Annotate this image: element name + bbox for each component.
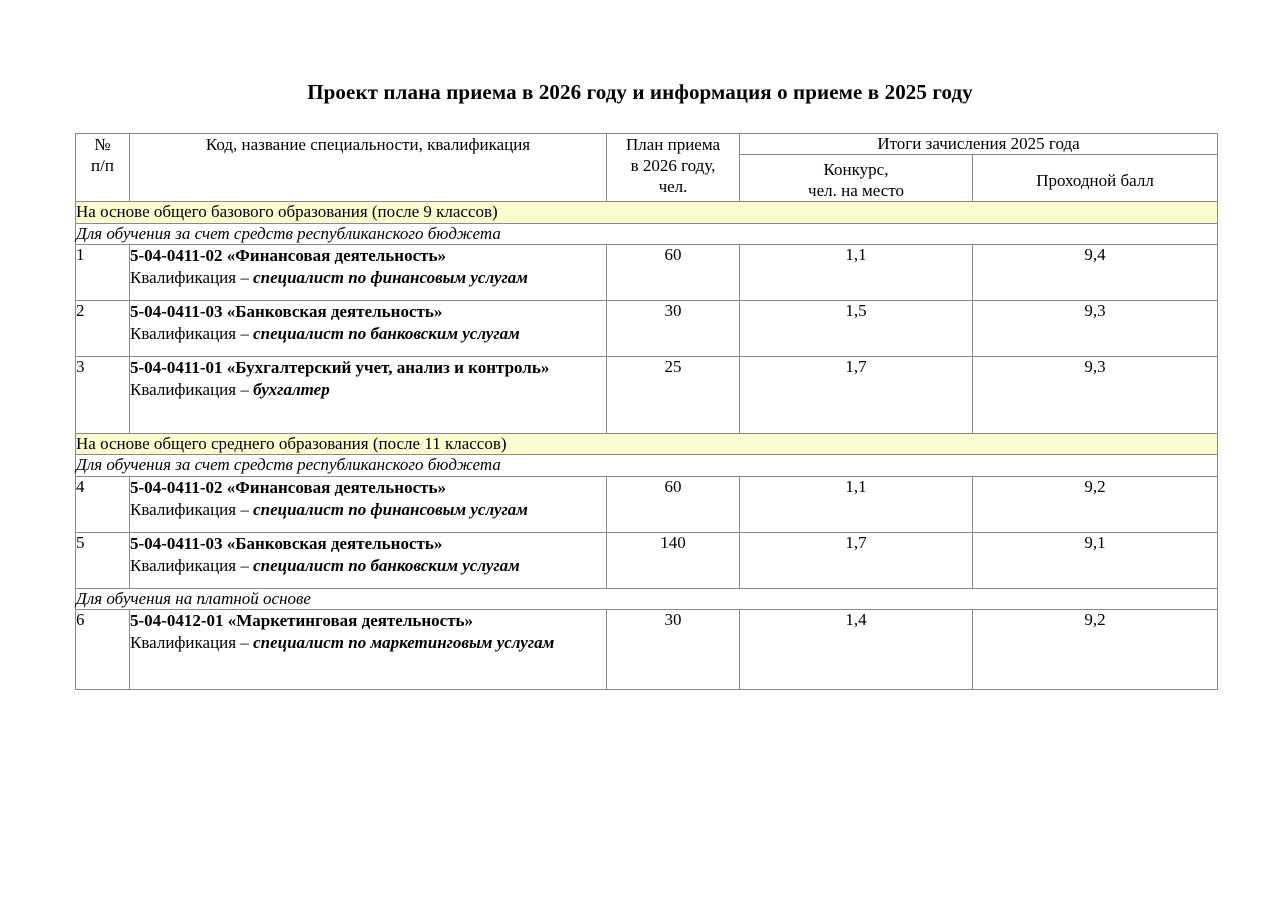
qualification-label: Квалификация –	[130, 633, 254, 653]
specialty-code-label: 5-04-0411-02 «Финансовая деятельность»	[130, 477, 446, 497]
admission-plan-value: 25	[664, 356, 682, 376]
row-number-label: 1	[76, 244, 85, 264]
admission-plan-cell	[607, 244, 740, 300]
section-heading-label: На основе общего среднего образования (после 11 классов)	[76, 433, 507, 453]
table-row	[76, 476, 1218, 532]
passing-score-cell	[973, 532, 1218, 588]
row-number-cell	[76, 532, 130, 588]
competition-cell	[740, 610, 973, 690]
passing-score-value: 9,3	[1084, 356, 1106, 376]
specialty-cell	[130, 244, 607, 300]
specialty-cell	[130, 610, 607, 690]
section-subheading-label: Для обучения за счет средств республиканского бюджета	[76, 455, 501, 475]
table-header	[76, 134, 1218, 202]
column-header-passing-score	[973, 155, 1218, 202]
competition-cell	[740, 476, 973, 532]
admission-plan-table-wrap	[75, 133, 1217, 690]
qualification-line	[130, 323, 606, 345]
qualification-label: Квалификация –	[130, 268, 254, 288]
competition-cell	[740, 244, 973, 300]
specialty-cell	[130, 476, 607, 532]
admission-plan-cell	[607, 610, 740, 690]
column-header-results-group	[740, 134, 1218, 155]
table-row	[76, 532, 1218, 588]
table-row	[76, 244, 1218, 300]
column-header-admission-plan-line3: чел.	[658, 177, 688, 197]
column-header-results-group-label: Итоги зачисления 2025 года	[877, 134, 1080, 153]
section-heading-cell	[76, 433, 1218, 454]
row-number-cell	[76, 300, 130, 356]
passing-score-cell	[973, 356, 1218, 433]
admission-plan-cell	[607, 476, 740, 532]
qualification-line	[130, 379, 606, 401]
qualification-line	[130, 555, 606, 577]
row-number-label: 4	[76, 476, 85, 496]
specialty-cell	[130, 300, 607, 356]
column-header-row-number	[76, 134, 130, 202]
qualification-line	[130, 499, 606, 521]
admission-plan-value: 30	[664, 610, 682, 630]
qualification-value: специалист по финансовым услугам	[253, 268, 528, 288]
specialty-code-label: 5-04-0411-01 «Бухгалтерский учет, анализ и контроль»	[130, 357, 550, 377]
qualification-label: Квалификация –	[130, 324, 254, 344]
table-row	[76, 356, 1218, 433]
qualification-value: бухгалтер	[253, 380, 330, 400]
passing-score-value: 9,1	[1084, 532, 1106, 552]
passing-score-value: 9,2	[1084, 476, 1106, 496]
section-heading-row	[76, 433, 1218, 454]
section-subheading-row	[76, 223, 1218, 244]
column-header-admission-plan-line1: План приема	[625, 135, 721, 154]
competition-value: 1,7	[845, 356, 867, 376]
passing-score-cell	[973, 300, 1218, 356]
admission-plan-value: 30	[664, 300, 682, 320]
passing-score-value: 9,3	[1084, 300, 1106, 320]
section-subheading-label: Для обучения за счет средств республиканского бюджета	[76, 223, 501, 243]
competition-value: 1,7	[845, 532, 867, 552]
specialty-cell	[130, 356, 607, 433]
qualification-line	[130, 632, 606, 654]
column-header-row-number-line2: п/п	[91, 156, 114, 176]
section-subheading-row	[76, 455, 1218, 476]
specialty-code-label: 5-04-0412-01 «Маркетинговая деятельность»	[130, 611, 474, 631]
qualification-value: специалист по банковским услугам	[253, 324, 520, 344]
admission-plan-table	[75, 133, 1218, 690]
column-header-admission-plan	[607, 134, 740, 202]
specialty-code-label: 5-04-0411-03 «Банковская деятельность»	[130, 301, 443, 321]
section-subheading-row	[76, 588, 1218, 609]
row-number-cell	[76, 244, 130, 300]
column-header-competition-line1: Конкурс,	[823, 160, 889, 179]
specialty-code-label: 5-04-0411-02 «Финансовая деятельность»	[130, 245, 446, 265]
column-header-row-number-line1: №	[94, 135, 111, 154]
column-header-admission-plan-line2: в 2026 году,	[630, 156, 716, 176]
admission-plan-cell	[607, 532, 740, 588]
table-row	[76, 610, 1218, 690]
row-number-cell	[76, 476, 130, 532]
qualification-label: Квалификация –	[130, 380, 254, 400]
qualification-label: Квалификация –	[130, 555, 254, 575]
admission-plan-value: 140	[660, 532, 686, 552]
passing-score-cell	[973, 476, 1218, 532]
qualification-value: специалист по маркетинговым услугам	[253, 633, 555, 653]
table-row	[76, 300, 1218, 356]
competition-cell	[740, 532, 973, 588]
passing-score-value: 9,4	[1084, 244, 1106, 264]
competition-value: 1,1	[845, 476, 867, 496]
competition-value: 1,1	[845, 244, 867, 264]
admission-plan-cell	[607, 356, 740, 433]
table-body	[76, 202, 1218, 690]
section-subheading-cell	[76, 223, 1218, 244]
page-title: Проект плана приема в 2026 году и информация о приеме в 2025 году	[307, 80, 973, 104]
qualification-value: специалист по банковским услугам	[253, 555, 520, 575]
qualification-line	[130, 267, 606, 289]
column-header-specialty	[130, 134, 607, 202]
competition-cell	[740, 300, 973, 356]
section-subheading-label: Для обучения на платной основе	[76, 588, 311, 608]
admission-plan-value: 60	[664, 476, 682, 496]
competition-value: 1,4	[845, 610, 867, 630]
qualification-value: специалист по финансовым услугам	[253, 499, 528, 519]
column-header-competition	[740, 155, 973, 202]
row-number-label: 2	[76, 300, 85, 320]
row-number-cell	[76, 356, 130, 433]
row-number-cell	[76, 610, 130, 690]
table-header-row-1	[76, 134, 1218, 155]
competition-value: 1,5	[845, 300, 867, 320]
row-number-label: 6	[76, 610, 85, 630]
column-header-specialty-label: Код, название специальности, квалификация	[205, 135, 531, 154]
specialty-cell	[130, 532, 607, 588]
passing-score-cell	[973, 610, 1218, 690]
admission-plan-value: 60	[664, 244, 682, 264]
specialty-code-label: 5-04-0411-03 «Банковская деятельность»	[130, 533, 443, 553]
column-header-passing-score-label: Проходной балл	[1036, 170, 1154, 190]
qualification-label: Квалификация –	[130, 499, 254, 519]
row-number-label: 3	[76, 356, 85, 376]
section-heading-label: На основе общего базового образования (после 9 классов)	[76, 202, 498, 222]
passing-score-value: 9,2	[1084, 610, 1106, 630]
section-heading-cell	[76, 202, 1218, 223]
row-number-label: 5	[76, 532, 85, 552]
competition-cell	[740, 356, 973, 433]
passing-score-cell	[973, 244, 1218, 300]
section-heading-row	[76, 202, 1218, 223]
section-subheading-cell	[76, 588, 1218, 609]
section-subheading-cell	[76, 455, 1218, 476]
admission-plan-cell	[607, 300, 740, 356]
column-header-competition-line2: чел. на место	[808, 181, 904, 201]
